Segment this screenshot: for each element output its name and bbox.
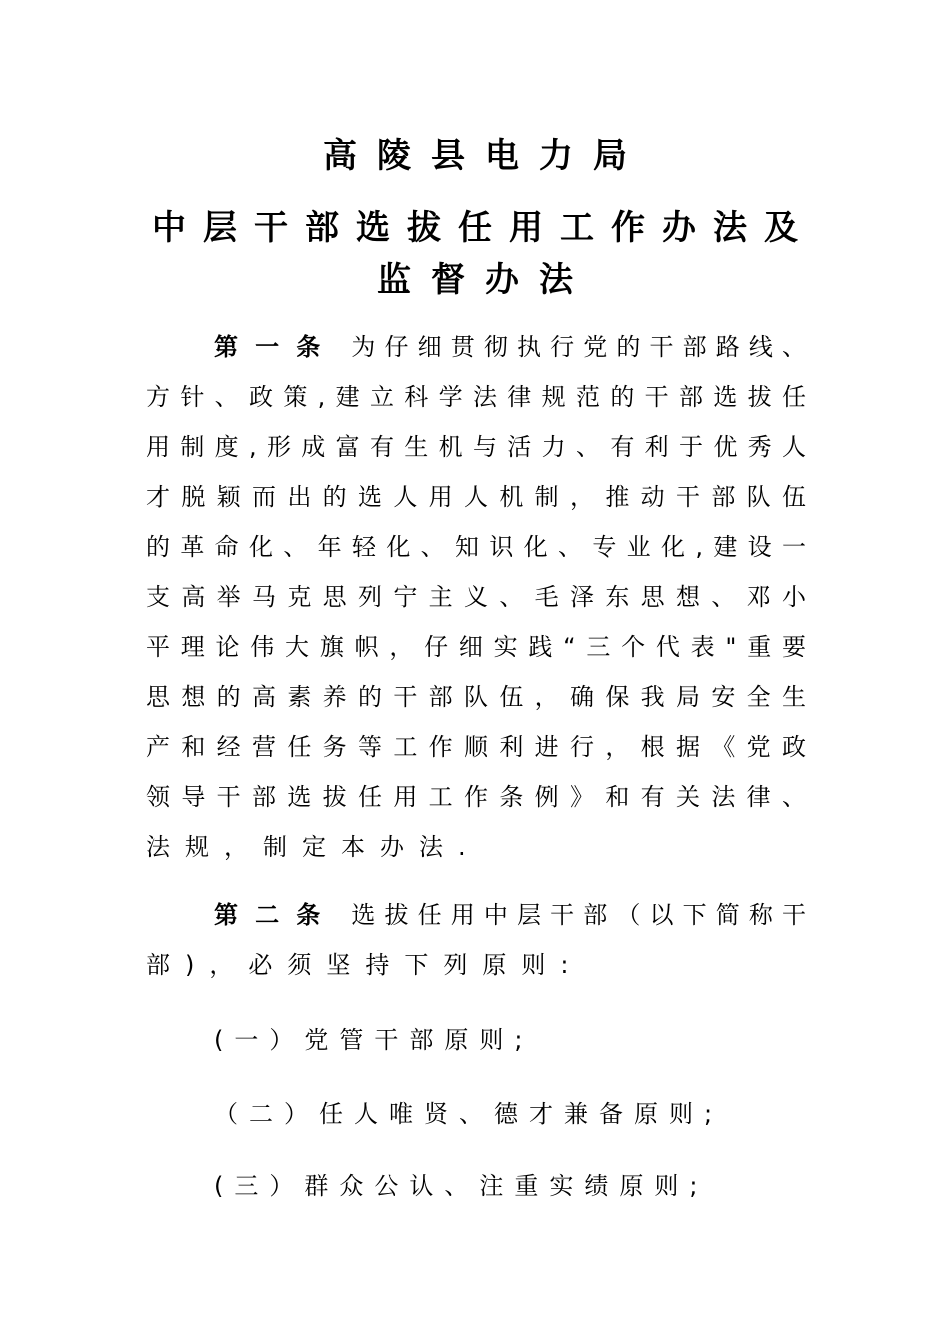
article-1-line: 的革命化、年轻化、知识化、专业化,建设一 (146, 533, 806, 561)
article-1-line: 领导干部选拔任用工作条例》和有关法律、 (146, 783, 806, 811)
principle-item: (一）党管干部原则; (214, 1026, 534, 1054)
article-1-line: 用制度,形成富有生机与活力、有利于优秀人 (146, 433, 806, 461)
principle-item: （二）任人唯贤、德才兼备原则; (214, 1100, 724, 1128)
article-2 (146, 890, 806, 990)
article-1-line: 法规，制定本办法. (146, 833, 481, 861)
article-1-line: 支高举马克思列宁主义、毛泽东思想、邓小 (146, 583, 806, 611)
article-1-heading: 第一条 (214, 333, 338, 361)
doc-title-line1: 中层干部选拔任用工作办法及 (152, 208, 815, 248)
article-1-line (146, 322, 806, 372)
article-2-line: 部)，必须坚持下列原则: (146, 951, 584, 979)
article-1-line: 才脱颖而出的选人用人机制，推动干部队伍 (146, 483, 806, 511)
article-2-text: 选拔任用中层干部（以下简称干 (351, 901, 806, 929)
article-2-heading: 第二条 (214, 901, 338, 929)
article-1-line: 方针、政策,建立科学法律规范的干部选拔任 (146, 383, 806, 411)
org-title: 高陵县电力局 (323, 136, 647, 176)
article-1 (146, 322, 806, 872)
article-1-line: 思想的高素养的干部队伍，确保我局安全生 (146, 683, 806, 711)
article-1-line: 产和经营任务等工作顺利进行，根据《党政 (146, 733, 806, 761)
principle-item: (三）群众公认、注重实绩原则; (214, 1172, 709, 1200)
article-1-text: 为仔细贯彻执行党的干部路线、 (351, 333, 806, 361)
article-1-line: 平理论伟大旗帜，仔细实践“三个代表"重要 (146, 633, 806, 661)
doc-title-line2: 监督办法 (377, 260, 593, 300)
article-2-line (146, 890, 806, 940)
